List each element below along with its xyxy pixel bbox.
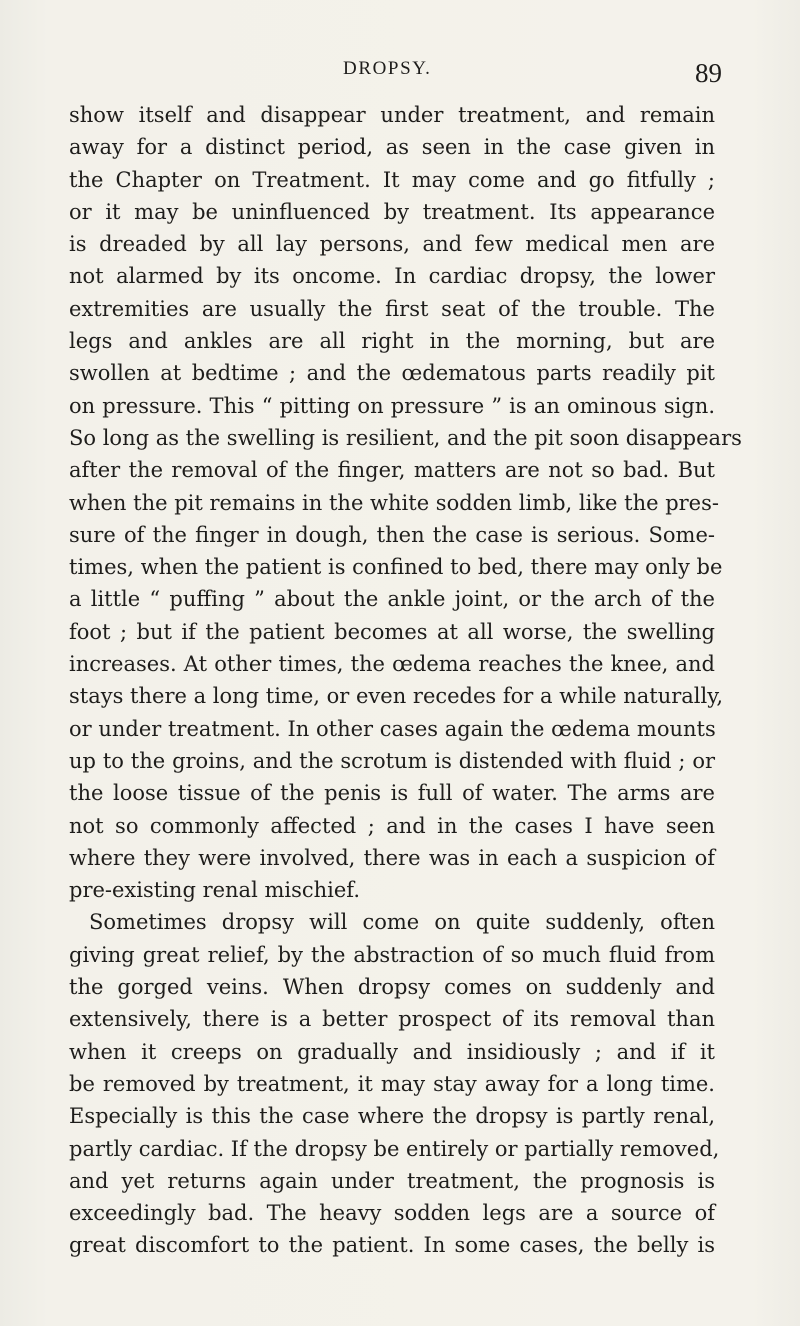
- text-line: times, when the patient is confined to bed, there may only be: [69, 555, 723, 580]
- text-line: not alarmed by its oncome. In cardiac dropsy, the lower: [69, 264, 715, 289]
- running-title: DROPSY.: [343, 58, 432, 79]
- text-line: the Chapter on Treatment. It may come and go fitfully ;: [69, 167, 715, 192]
- text-line: away for a distinct period, as seen in the case given in: [69, 135, 715, 160]
- text-line: be removed by treatment, it may stay away for a long time.: [69, 1071, 715, 1096]
- text-line: show itself and disappear under treatment, and remain: [69, 103, 715, 127]
- text-line: and yet returns again under treatment, the prognosis is: [69, 1168, 715, 1193]
- text-line: Especially is this the case where the dropsy is partly renal,: [69, 1104, 715, 1129]
- text-line: great discomfort to the patient. In some cases, the belly is: [69, 1233, 715, 1258]
- text-line: extensively, there is a better prospect of its removal than: [69, 1007, 715, 1032]
- text-line: partly cardiac. If the dropsy be entirely or partially removed,: [69, 1136, 720, 1161]
- text-line: legs and ankles are all right in the morning, but are: [69, 329, 715, 354]
- text-line: a little “ puffing ” about the ankle joint, or the arch of the: [69, 587, 715, 612]
- text-line: the loose tissue of the penis is full of water. The arms are: [69, 781, 715, 806]
- text-line: sure of the finger in dough, then the case is serious. Some-: [69, 522, 715, 547]
- text-line: where they were involved, there was in each a suspicion of: [69, 845, 715, 870]
- page-header: [0, 58, 800, 90]
- text-line: after the removal of the finger, matters are not so bad. But: [69, 458, 715, 483]
- text-line: Sometimes dropsy will come on quite suddenly, often: [89, 910, 715, 935]
- text-line: is dreaded by all lay persons, and few medical men are: [69, 232, 715, 257]
- text-line: pre-existing renal mischief.: [69, 878, 361, 903]
- text-line: on pressure. This “ pitting on pressure ” is an ominous sign.: [69, 393, 715, 418]
- text-line: when it creeps on gradually and insidiously ; and if it: [69, 1039, 715, 1064]
- text-line: extremities are usually the first seat of the trouble. The: [69, 296, 715, 321]
- text-line: not so commonly affected ; and in the cases I have seen: [69, 813, 715, 838]
- text-line: So long as the swelling is resilient, and the pit soon disappears: [69, 425, 742, 450]
- text-line: up to the groins, and the scrotum is distended with fluid ; or: [69, 748, 715, 773]
- text-line: swollen at bedtime ; and the œdematous parts readily pit: [69, 361, 715, 386]
- text-line: the gorged veins. When dropsy comes on suddenly and: [69, 975, 715, 1000]
- text-line: or it may be uninfluenced by treatment. Its appearance: [69, 199, 715, 224]
- text-line: when the pit remains in the white sodden limb, like the pres-: [69, 490, 719, 515]
- page-number: 89: [695, 58, 722, 88]
- text-line: or under treatment. In other cases again the œdema mounts: [69, 716, 716, 741]
- text-line: stays there a long time, or even recedes for a while naturally,: [69, 684, 723, 709]
- text-line: increases. At other times, the œdema reaches the knee, and: [69, 652, 715, 677]
- body-text: [69, 99, 742, 1262]
- text-line: exceedingly bad. The heavy sodden legs are a source of: [69, 1201, 715, 1226]
- text-line: giving great relief, by the abstraction of so much fluid from: [69, 942, 715, 967]
- text-line: foot ; but if the patient becomes at all worse, the swelling: [69, 619, 715, 644]
